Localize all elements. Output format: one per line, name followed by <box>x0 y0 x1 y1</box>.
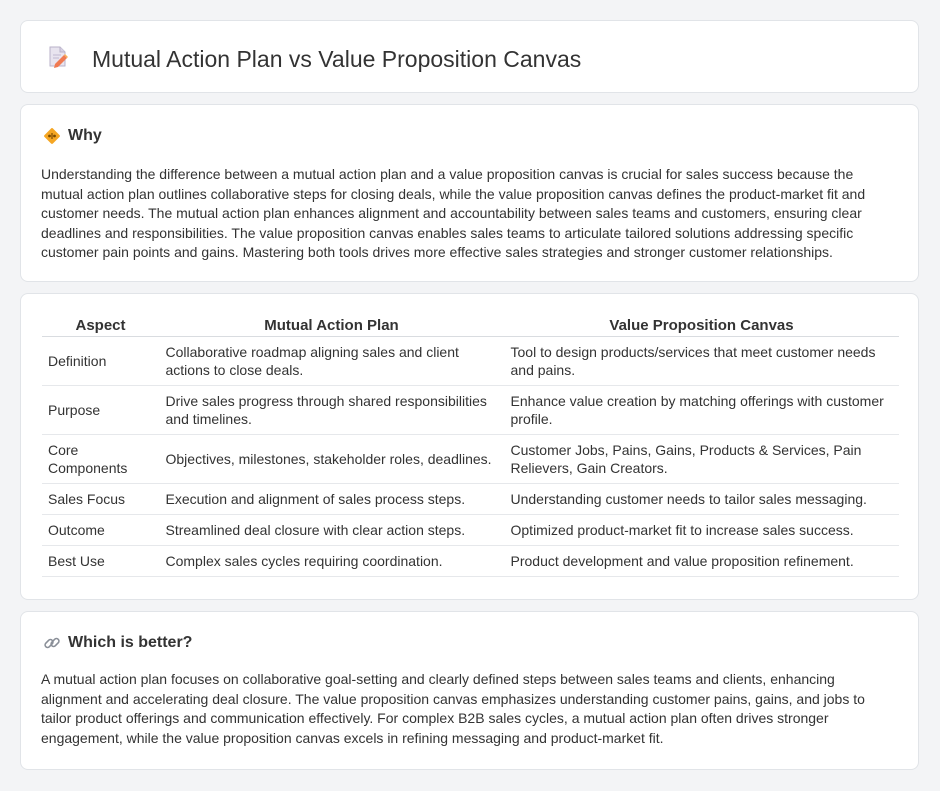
table-row <box>42 337 899 386</box>
diamond-badge-icon <box>43 127 61 145</box>
table-row <box>42 515 899 546</box>
row-value-proposition-canvas: Enhance value creation by matching offerings with customer profile. <box>504 386 899 435</box>
row-mutual-action-plan: Objectives, milestones, stakeholder roles, deadlines. <box>159 435 504 484</box>
row-value-proposition-canvas: Tool to design products/services that meet customer needs and pains. <box>504 337 899 386</box>
document-pencil-icon <box>47 45 69 69</box>
better-heading <box>43 634 192 652</box>
which-is-better-section <box>20 611 919 770</box>
row-value-proposition-canvas: Optimized product-market fit to increase sales success. <box>504 515 899 546</box>
header-value-proposition-canvas: Value Proposition Canvas <box>504 315 899 337</box>
row-mutual-action-plan: Streamlined deal closure with clear action steps. <box>159 515 504 546</box>
row-aspect: Definition <box>42 337 159 386</box>
title-card <box>20 20 919 93</box>
link-icon <box>43 634 61 652</box>
row-aspect: Outcome <box>42 515 159 546</box>
row-value-proposition-canvas: Understanding customer needs to tailor sales messaging. <box>504 484 899 515</box>
row-mutual-action-plan: Drive sales progress through shared responsibilities and timelines. <box>159 386 504 435</box>
row-value-proposition-canvas: Customer Jobs, Pains, Gains, Products & Services, Pain Relievers, Gain Creators. <box>504 435 899 484</box>
better-heading-label: Which is better? <box>68 634 193 651</box>
table-row <box>42 546 899 577</box>
better-text: A mutual action plan focuses on collaborative goal-setting and clearly defined steps between sales teams and clients, enhancing alignment and accelerating deal closure. The value proposition canvas emphasizes understanding customer pains, gains, and jobs to tailor product offerings and communication effectively. For complex B2B sales cycles, a mutual action plan often drives stronger engagement, while the value proposition canvas excels in refining messaging and product-market fit. <box>41 671 865 746</box>
row-aspect: Sales Focus <box>42 484 159 515</box>
why-section <box>20 104 919 282</box>
page-title: Mutual Action Plan vs Value Proposition Canvas <box>92 46 582 72</box>
comparison-card <box>20 293 919 600</box>
why-text: Understanding the difference between a mutual action plan and a value proposition canvas is crucial for sales success because the mutual action plan outlines collaborative steps for closing deals, while the value proposition canvas defines the product-market fit and customer needs. The mutual action plan enhances alignment and accountability between sales teams and customers, ensuring clear deadlines and responsibilities. The value proposition canvas enables sales teams to articulate tailored solutions addressing specific customer pain points and gains. Mastering both tools drives more effective sales strategies and stronger customer relationships. <box>41 166 866 260</box>
table-row <box>42 386 899 435</box>
row-mutual-action-plan: Collaborative roadmap aligning sales and client actions to close deals. <box>159 337 504 386</box>
row-aspect: Best Use <box>42 546 159 577</box>
comparison-table <box>42 315 899 577</box>
table-row <box>42 435 899 484</box>
table-row <box>42 484 899 515</box>
why-heading-label: Why <box>68 127 102 144</box>
row-mutual-action-plan: Complex sales cycles requiring coordination. <box>159 546 504 577</box>
row-aspect: Core Components <box>42 435 159 484</box>
row-mutual-action-plan: Execution and alignment of sales process steps. <box>159 484 504 515</box>
header-mutual-action-plan: Mutual Action Plan <box>159 315 504 337</box>
table-header-row <box>42 315 899 337</box>
why-heading <box>43 127 102 145</box>
row-aspect: Purpose <box>42 386 159 435</box>
row-value-proposition-canvas: Product development and value proposition refinement. <box>504 546 899 577</box>
header-aspect: Aspect <box>42 315 159 337</box>
